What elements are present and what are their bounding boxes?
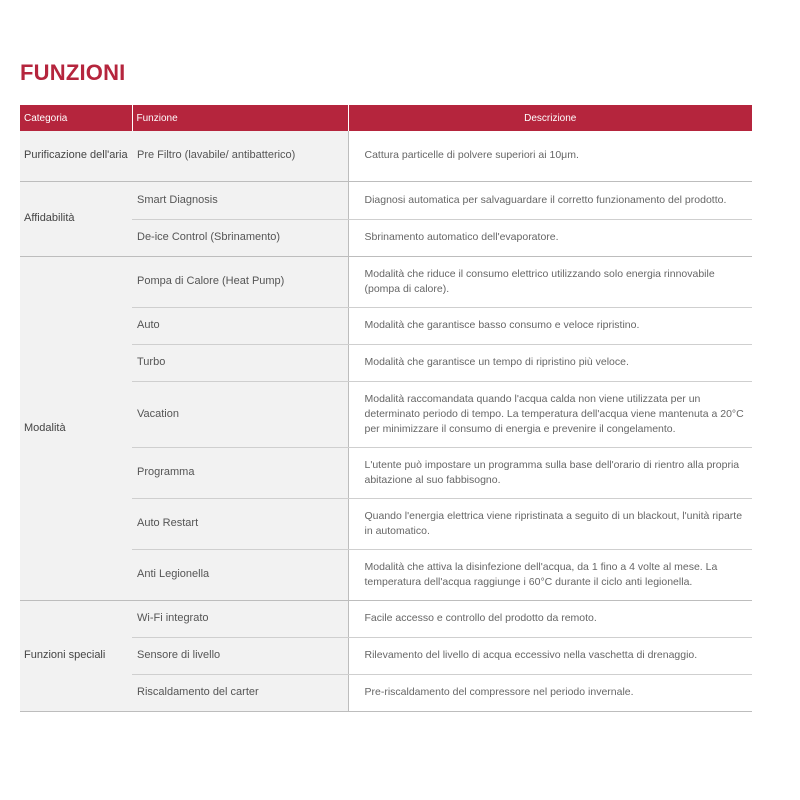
features-table: [20, 105, 752, 712]
function-cell: Programma: [132, 447, 348, 498]
function-cell: Turbo: [132, 344, 348, 381]
function-cell: Sensore di livello: [132, 637, 348, 674]
header-function: Funzione: [132, 105, 348, 131]
table-row: [20, 600, 752, 637]
table-row: [20, 256, 752, 307]
function-cell: Pre Filtro (lavabile/ antibatterico): [132, 131, 348, 181]
function-cell: Anti Legionella: [132, 549, 348, 600]
description-cell: Diagnosi automatica per salvaguardare il corretto funzionamento del prodotto.: [348, 181, 752, 219]
function-cell: Auto Restart: [132, 498, 348, 549]
description-cell: Modalità che garantisce basso consumo e veloce ripristino.: [348, 307, 752, 344]
function-cell: Smart Diagnosis: [132, 181, 348, 219]
description-cell: Modalità che garantisce un tempo di ripristino più veloce.: [348, 344, 752, 381]
description-cell: Modalità che riduce il consumo elettrico utilizzando solo energia rinnovabile (pompa di calore).: [348, 256, 752, 307]
category-cell: Purificazione dell'aria: [20, 131, 132, 181]
function-cell: Wi-Fi integrato: [132, 600, 348, 637]
description-cell: L'utente può impostare un programma sulla base dell'orario di rientro alla propria abitazione al suo fabbisogno.: [348, 447, 752, 498]
function-cell: De-ice Control (Sbrinamento): [132, 219, 348, 256]
table-row: [20, 131, 752, 181]
category-cell: Affidabilità: [20, 181, 132, 256]
category-cell: Modalità: [20, 256, 132, 600]
description-cell: Quando l'energia elettrica viene ripristinata a seguito di un blackout, l'unità riparte in automatico.: [348, 498, 752, 549]
table-row: [20, 181, 752, 219]
description-cell: Sbrinamento automatico dell'evaporatore.: [348, 219, 752, 256]
function-cell: Riscaldamento del carter: [132, 674, 348, 711]
description-cell: Modalità che attiva la disinfezione dell'acqua, da 1 fino a 4 volte al mese. La temperatura dell'acqua raggiunge i 60°C durante il ciclo anti legionella.: [348, 549, 752, 600]
category-cell: Funzioni speciali: [20, 600, 132, 711]
header-category: Categoria: [20, 105, 132, 131]
table-header-row: [20, 105, 752, 131]
page-title: FUNZIONI: [20, 60, 126, 85]
function-cell: Pompa di Calore (Heat Pump): [132, 256, 348, 307]
description-cell: Facile accesso e controllo del prodotto da remoto.: [348, 600, 752, 637]
description-cell: Pre-riscaldamento del compressore nel periodo invernale.: [348, 674, 752, 711]
description-cell: Rilevamento del livello di acqua eccessivo nella vaschetta di drenaggio.: [348, 637, 752, 674]
function-cell: Auto: [132, 307, 348, 344]
header-description: Descrizione: [348, 105, 752, 131]
function-cell: Vacation: [132, 381, 348, 447]
description-cell: Modalità raccomandata quando l'acqua calda non viene utilizzata per un determinato periodo di tempo. La temperatura dell'acqua viene mantenuta a 20°C per minimizzare il consumo di energia e prevenire il congelamento.: [348, 381, 752, 447]
description-cell: Cattura particelle di polvere superiori ai 10μm.: [348, 131, 752, 181]
